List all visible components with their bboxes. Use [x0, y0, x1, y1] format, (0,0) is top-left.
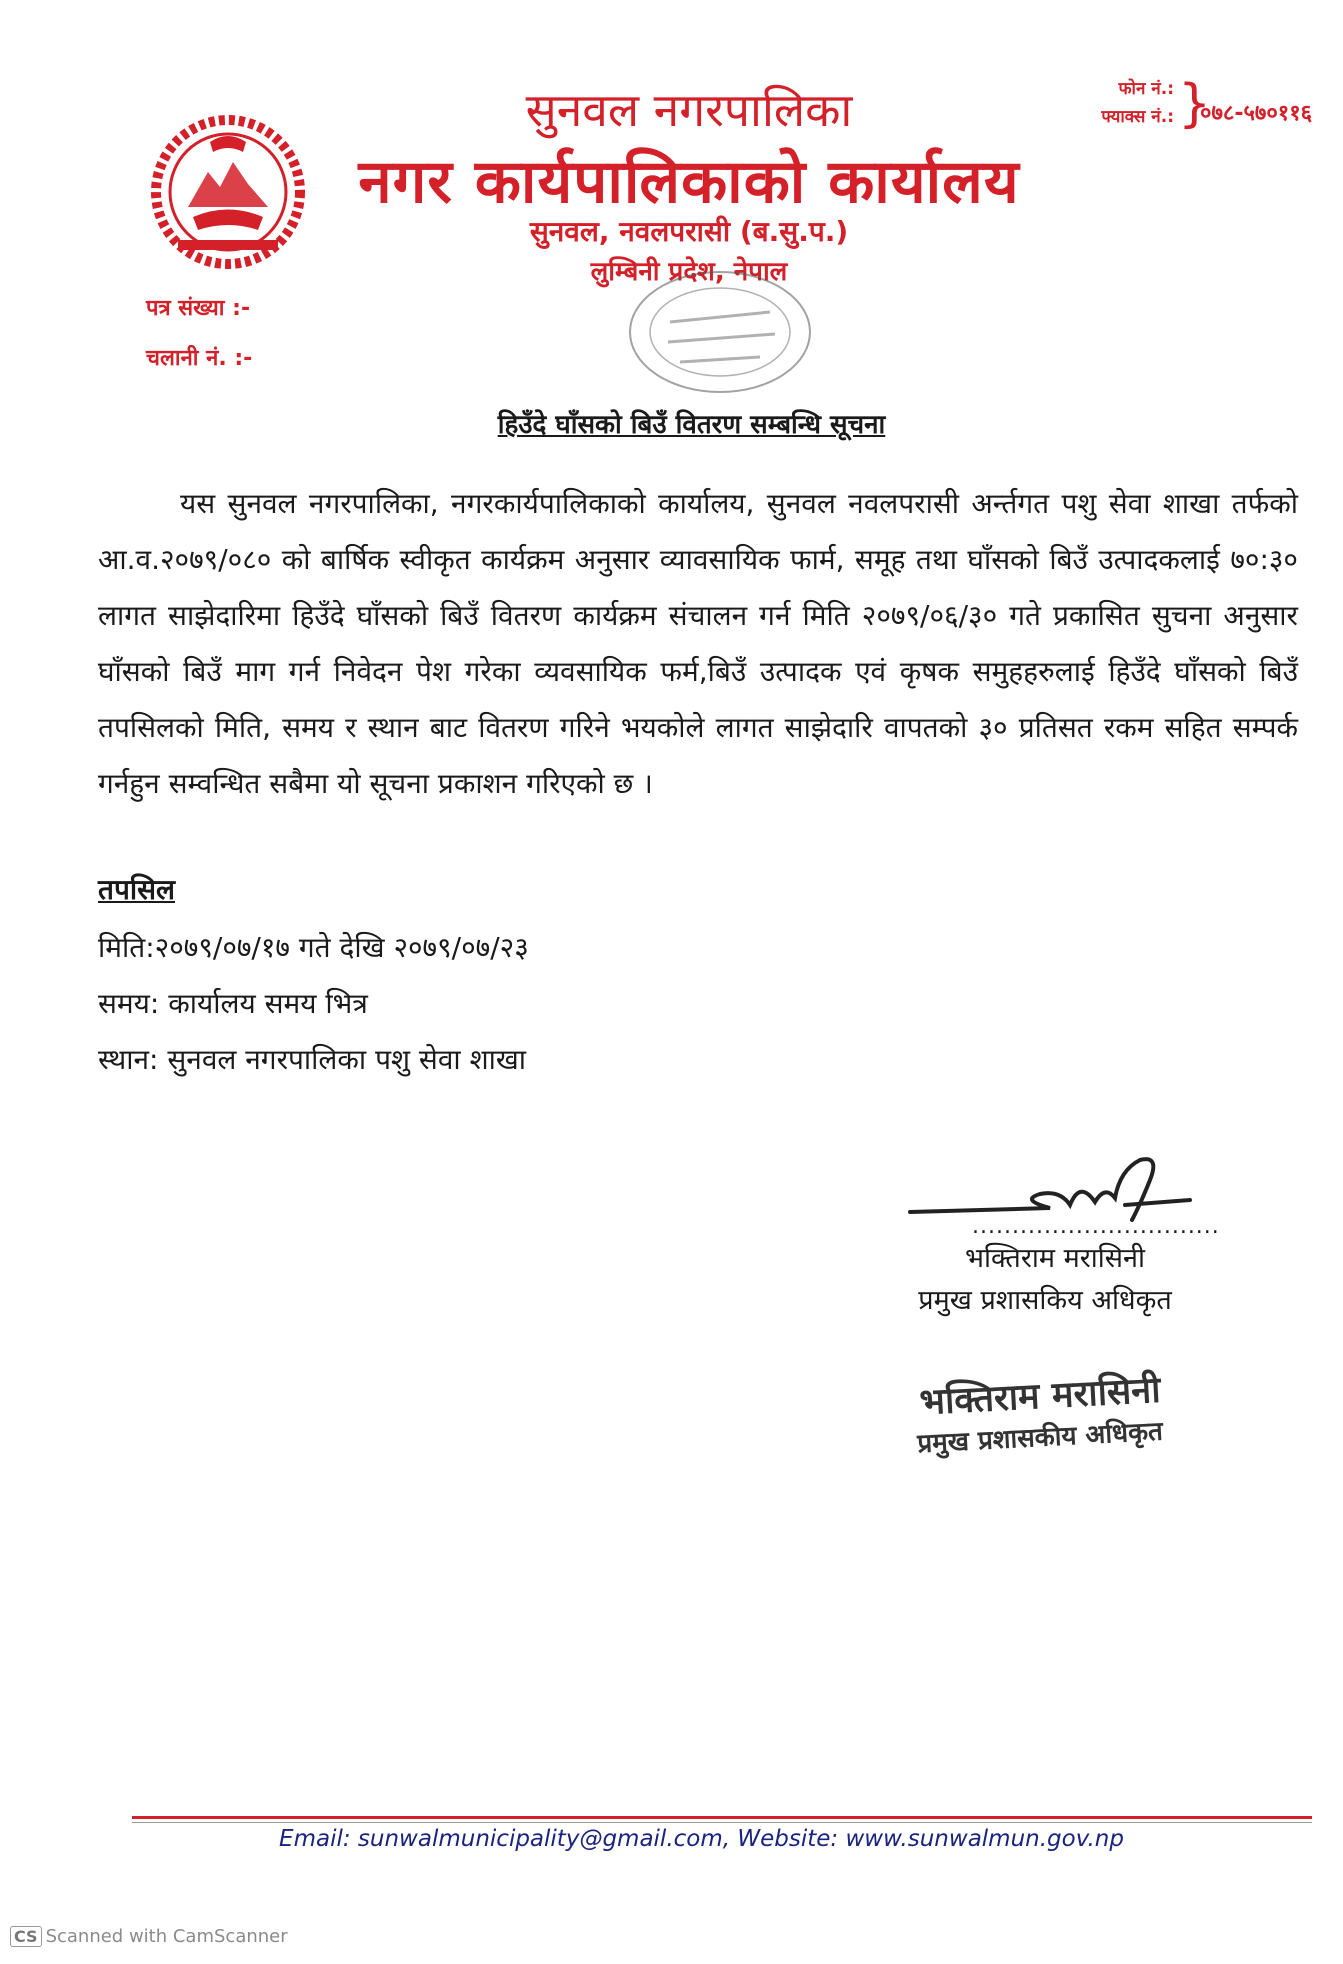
footer-contact: Email: sunwalmunicipality@gmail.com, Website: www.sunwalmun.gov.np: [279, 1826, 1124, 1852]
notice-body: यस सुनवल नगरपालिका, नगरकार्यपालिकाको कार्यालय, सुनवल नवलपरासी अर्न्तगत पशु सेवा शाखा तर्फको आ.व.२०७९/०८० को बार्षिक स्वीकृत कार्यक्रम अनुसार व्यावसायिक फार्म, समूह तथा घाँसको बिउँ उत्पादकलाई ७०:३० लागत साझेदारिमा हिउँदे घाँसको बिउँ वितरण कार्यक्रम संचालन गर्न मिति २०७९/०६/३० गते प्रकासित सुचना अनुसार घाँसको बिउँ माग गर्न निवेदन पेश गरेका व्यवसायिक फर्म,बिउँ उत्पादक एवं कृषक समुहहरुलाई हिउँदे घाँसको बिउँ तपसिलको मिति, समय र स्थान बाट वितरण गरिने भयकोले लागत साझेदारि वापतको ३० प्रतिसत रकम सहित सम्पर्क गर्नहुन सम्वन्धित सबैमा यो सूचना प्रकाशन गरिएको छ ।: [98, 487, 1298, 800]
camscanner-icon: CS: [10, 1926, 42, 1947]
contact-block: [1062, 76, 1332, 146]
phone-number: ०७८-५७०११६: [1200, 101, 1313, 126]
signatory-title: प्रमुख प्रशासकिय अधिकृत: [918, 1285, 1172, 1316]
office-stamp: [610, 262, 830, 402]
footer-rule-grey: [132, 1822, 1312, 1823]
signatory-name: भक्तिराम मरासिनी: [964, 1243, 1145, 1274]
scanner-text: Scanned with CamScanner: [45, 1926, 288, 1947]
dispatch-number-label: चलानी नं. :-: [146, 346, 253, 371]
detail-place: स्थान: सुनवल नगरपालिका पशु सेवा शाखा: [98, 1043, 527, 1076]
title-stamp: प्रमुख प्रशासकीय अधिकृत: [916, 1416, 1164, 1460]
scanner-watermark: [10, 1926, 288, 1947]
brace-icon: }: [1178, 74, 1212, 134]
subject-heading: हिउँदे घाँसको बिउँ वितरण सम्बन्धि सूचना: [497, 410, 886, 440]
details-heading: तपसिल: [98, 873, 176, 906]
municipality-name: सुनवल नगरपालिका: [525, 83, 853, 137]
address-line-1: सुनवल, नवलपरासी (ब.सु.प.): [529, 215, 849, 248]
detail-date: मिति:२०७९/०७/१७ गते देखि २०७९/०७/२३: [98, 931, 529, 964]
footer-rule-red: [132, 1816, 1312, 1819]
address-line-2: लुम्बिनी प्रदेश, नेपाल: [590, 257, 788, 287]
letter-number-label: पत्र संख्या :-: [146, 296, 251, 321]
detail-time: समय: कार्यालय समय भित्र: [98, 987, 368, 1020]
signature-dots: ...............................: [972, 1214, 1220, 1239]
phone-label: फोन नं.:: [1118, 79, 1174, 99]
office-title: नगर कार्यपालिकाको कार्यालय: [358, 147, 1020, 217]
fax-label: फ्याक्स नं.:: [1101, 107, 1174, 127]
name-stamp: भक्तिराम मरासिनी: [918, 1369, 1162, 1424]
